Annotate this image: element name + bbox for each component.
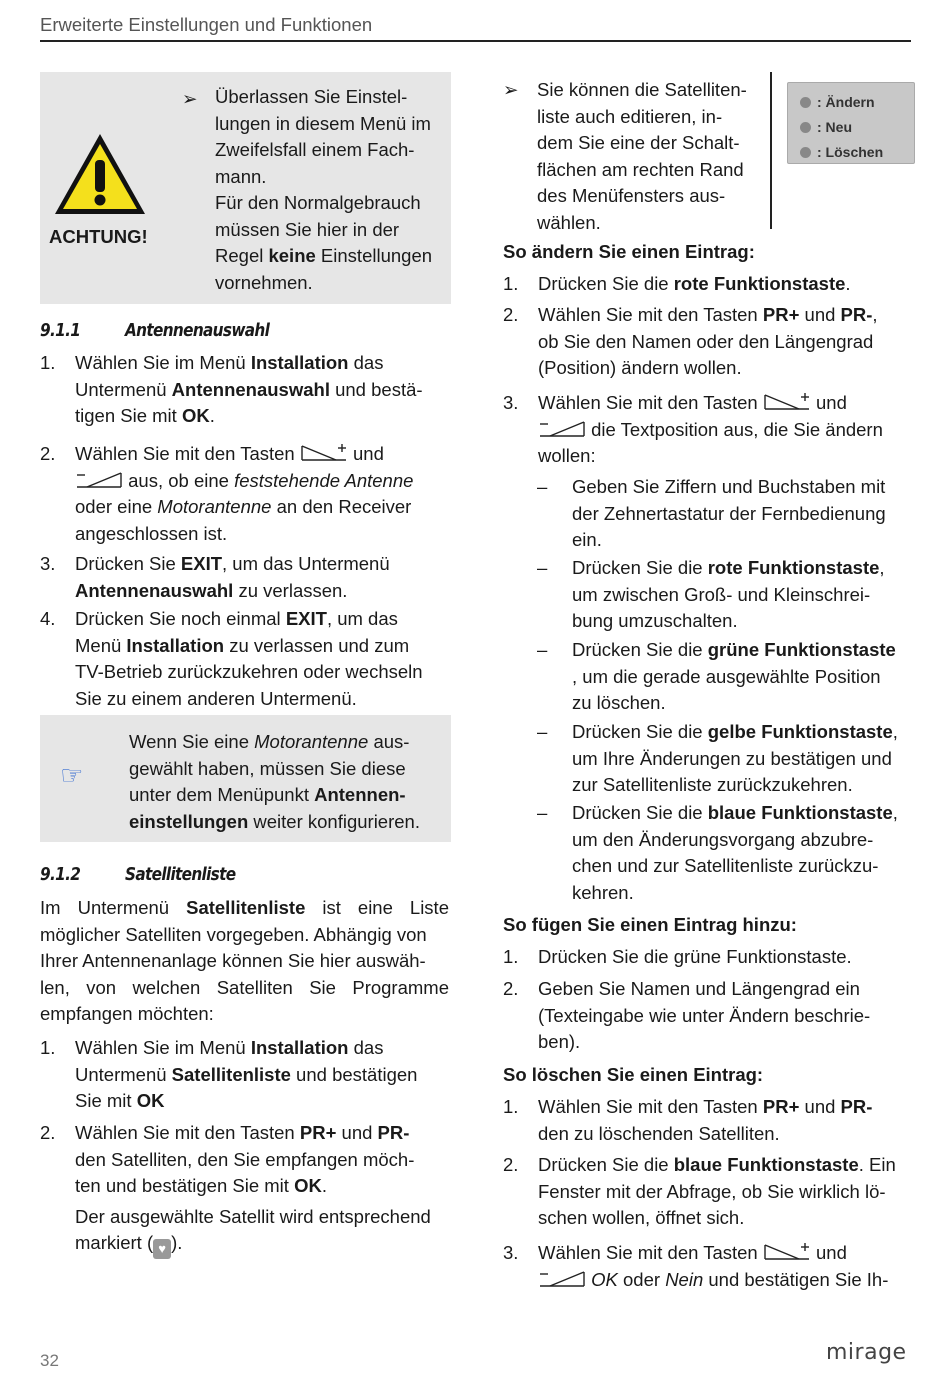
- blue-dot-icon: [800, 147, 811, 158]
- text-line: Geben Sie Ziffern und Buchstaben mit: [572, 476, 886, 497]
- list-item: [40, 441, 460, 547]
- text-line: [538, 302, 923, 329]
- text-run: Wählen Sie mit den Tasten: [538, 1242, 758, 1263]
- page-header: [40, 12, 911, 42]
- text-line: [75, 578, 460, 605]
- text-line: mann.: [215, 165, 267, 187]
- text-bold: Installation: [126, 634, 225, 656]
- text-run: eine: [357, 897, 393, 918]
- subheading-add: So fügen Sie einen Eintrag hinzu:: [503, 914, 797, 935]
- text-line: Sie können die Satelliten-: [537, 79, 747, 100]
- text-bold: PR-: [840, 304, 873, 325]
- text-line: [129, 729, 439, 756]
- text-run: Wählen Sie im Menü: [75, 352, 251, 373]
- text-run: , um das Untermenü: [222, 553, 390, 574]
- text-line: Der ausgewählte Satellit wird entsprechend: [75, 1205, 431, 1227]
- page-number: 32: [40, 1351, 59, 1370]
- text-run: welchen: [132, 976, 201, 998]
- text-run: und bestä-: [329, 378, 423, 400]
- text-bold: Antennen-: [314, 784, 406, 805]
- dash-item: [537, 800, 917, 906]
- text-line: (Position) ändern wollen.: [538, 357, 742, 378]
- dash-item: [537, 719, 917, 799]
- subheading-edit: So ändern Sie einen Eintrag:: [503, 241, 755, 262]
- text-bold: OK: [136, 1090, 165, 1111]
- text-line: [40, 895, 449, 922]
- legend-delete: [800, 139, 883, 166]
- legend-label: : Ändern: [817, 94, 875, 110]
- text-line: kehren.: [572, 881, 634, 903]
- text-bold: grüne Funktionstaste: [707, 639, 896, 660]
- list-item: [503, 1094, 923, 1147]
- legend-new: [800, 114, 852, 141]
- text-line: Drücken Sie die grüne Funktionstaste.: [538, 946, 852, 967]
- text-run: Wählen Sie mit den Tasten: [75, 443, 295, 464]
- text-run: oder eine: [75, 496, 158, 517]
- text-run: Wählen Sie mit den Tasten: [75, 1122, 300, 1143]
- item-number: 1.: [503, 946, 519, 967]
- text-run: Liste: [409, 897, 449, 918]
- text-bold: Antennenauswahl: [171, 378, 330, 400]
- text-line: [572, 555, 917, 582]
- text-run: Wählen Sie im Menü: [75, 1037, 251, 1058]
- text-line: empfangen möchten:: [40, 1003, 214, 1024]
- text-line: zu löschen.: [572, 692, 666, 713]
- pr-plus-key-icon: [763, 1242, 811, 1262]
- legend-change: [800, 89, 875, 116]
- list-item: [503, 302, 923, 382]
- text-run: Drücken Sie noch einmal: [75, 608, 286, 629]
- list-item: [40, 1120, 460, 1259]
- text-run: Wählen Sie mit den Tasten: [538, 1096, 763, 1117]
- text-bold: PR+: [299, 1122, 337, 1143]
- text-line: Fenster mit der Abfrage, ob Sie wirklich lö-: [538, 1180, 886, 1202]
- text-run: len,: [40, 976, 70, 998]
- text-line: Ihrer Antennenanlage können Sie hier auswäh-: [40, 950, 426, 971]
- list-item: [40, 551, 460, 604]
- arrow-bullet-icon: ➢: [503, 79, 519, 100]
- item-number: 2.: [40, 1122, 56, 1143]
- item-number: 2.: [503, 1154, 519, 1175]
- text-run: und bestätigen: [290, 1063, 418, 1085]
- text-run: die Textposition aus, die Sie ändern: [591, 418, 883, 440]
- text-line: angeschlossen ist.: [75, 522, 228, 544]
- text-run: .: [845, 273, 851, 294]
- text-line: chen und zur Satellitenliste zurückzu-: [572, 855, 879, 876]
- button-legend: [787, 82, 915, 164]
- text-line: [538, 1152, 923, 1179]
- text-line: bung umzuschalten.: [572, 610, 738, 631]
- section-heading-911: [40, 318, 397, 345]
- text-line: [75, 1035, 460, 1062]
- text-run: zu verlassen.: [233, 579, 348, 601]
- text-line: , um die gerade ausgewählte Position: [572, 665, 881, 687]
- text-bold: PR-: [840, 1096, 873, 1117]
- text-line: [538, 1267, 923, 1294]
- dash-bullet: –: [537, 639, 548, 660]
- dash-bullet: –: [537, 476, 548, 497]
- text-line: [75, 1062, 460, 1089]
- warning-label: ACHTUNG!: [49, 226, 148, 247]
- paragraph: [40, 895, 449, 1028]
- text-run: das: [348, 352, 384, 373]
- text-line: um zwischen Groß- und Kleinschrei-: [572, 583, 871, 605]
- list-item: [40, 1035, 460, 1115]
- text-line: [129, 809, 439, 836]
- list-item: [503, 1152, 923, 1232]
- green-dot-icon: [800, 122, 811, 133]
- pr-plus-key-icon: [763, 392, 811, 412]
- text-line: [75, 1088, 460, 1115]
- pr-minus-key-icon: [538, 419, 586, 439]
- text-run: Wenn Sie eine: [129, 731, 255, 752]
- text-line: [75, 1173, 460, 1200]
- text-run: , um das: [326, 608, 398, 629]
- text-run: und bestätigen Sie Ih-: [703, 1268, 889, 1290]
- text-bold: rote Funktionstaste: [707, 557, 880, 578]
- text-bold: einstellungen: [129, 810, 249, 832]
- list-item: [503, 271, 923, 298]
- item-number: 3.: [40, 553, 56, 574]
- legend-label: : Löschen: [817, 144, 884, 160]
- text-run: Drücken Sie die: [538, 273, 674, 294]
- warning-box: [40, 72, 451, 304]
- text-run: Untermenü: [75, 1063, 172, 1085]
- legend-label: : Neu: [817, 119, 852, 135]
- text-line: [75, 606, 460, 633]
- text-run: aus-: [368, 731, 410, 752]
- text-line: wollen:: [538, 445, 596, 466]
- text-bold: PR+: [762, 1096, 800, 1117]
- pr-plus-key-icon: [300, 443, 348, 463]
- text-italic: Motorantenne: [157, 496, 272, 517]
- text-run: und: [799, 1096, 841, 1117]
- text-line: [538, 417, 923, 444]
- brand-logo: [826, 1340, 912, 1366]
- text-line: [572, 719, 917, 746]
- text-run: Drücken Sie die: [538, 1154, 674, 1175]
- subheading-delete: So löschen Sie einen Eintrag:: [503, 1064, 764, 1085]
- dash-item: [537, 555, 917, 635]
- text-line: den Satelliten, den Sie empfangen möch-: [75, 1148, 415, 1170]
- text-line: [538, 1094, 923, 1121]
- text-bold: OK: [181, 405, 210, 426]
- text-line: [538, 390, 923, 417]
- text-run: . Ein: [858, 1154, 896, 1175]
- text-run: und: [353, 443, 384, 464]
- text-line: [129, 782, 439, 809]
- text-line: wählen.: [537, 211, 601, 233]
- item-number: 1.: [40, 1037, 56, 1058]
- text-line: (Texteingabe wie unter Ändern beschrie-: [538, 1004, 871, 1026]
- text-line: TV-Betrieb zurückzukehren oder wechseln: [75, 661, 423, 682]
- text-line: des Menüfensters aus-: [537, 185, 726, 206]
- text-run: ist: [322, 897, 341, 918]
- item-number: 3.: [503, 392, 519, 413]
- text-line: [75, 441, 460, 468]
- text-line: der Zehnertastatur der Fernbedienung: [572, 502, 886, 524]
- text-line: [538, 1240, 923, 1267]
- text-run: Drücken Sie die: [572, 802, 708, 823]
- text-line: den zu löschenden Satelliten.: [538, 1122, 780, 1144]
- dash-bullet: –: [537, 721, 548, 742]
- text-run: Im: [40, 897, 61, 918]
- intro-text: [537, 77, 767, 236]
- text-bold: keine: [268, 245, 316, 266]
- text-line: möglicher Satelliten vorgegeben. Abhängig von: [40, 923, 427, 945]
- text-run: ,: [892, 721, 898, 742]
- item-number: 1.: [503, 1096, 519, 1117]
- text-line: [75, 377, 460, 404]
- text-run: Drücken Sie die: [572, 639, 708, 660]
- text-line: gewählt haben, müssen Sie diese: [129, 757, 406, 779]
- text-line: [572, 637, 917, 664]
- text-run: .: [209, 405, 215, 426]
- text-run: und: [799, 304, 841, 325]
- text-run: tigen Sie mit: [75, 405, 182, 426]
- text-run: Drücken Sie die: [572, 721, 708, 742]
- item-number: 2.: [503, 978, 519, 999]
- list-item: [503, 944, 923, 971]
- text-run: oder: [617, 1268, 666, 1290]
- text-italic: feststehende Antenne: [234, 469, 414, 491]
- text-bold: PR+: [762, 304, 800, 325]
- text-bold: Satellitenliste: [186, 897, 306, 918]
- text-run: Drücken Sie die: [572, 557, 708, 578]
- text-bold: PR-: [377, 1122, 410, 1143]
- text-run: ,: [879, 557, 885, 578]
- text-run: Untermenü: [75, 378, 172, 400]
- text-run: ).: [171, 1232, 183, 1253]
- text-italic: OK: [591, 1268, 618, 1290]
- section-number: 9.1.1: [40, 320, 81, 341]
- item-number: 2.: [40, 443, 56, 464]
- text-line: ben).: [538, 1031, 581, 1052]
- text-run: markiert (: [75, 1232, 154, 1253]
- text-run: unter dem Menüpunkt: [129, 784, 315, 805]
- text-line: vornehmen.: [215, 271, 313, 293]
- text-run: von: [86, 976, 117, 998]
- section-title: Satellitenliste: [125, 864, 236, 885]
- text-bold: EXIT: [285, 608, 327, 629]
- text-run: Programme: [352, 976, 449, 998]
- warning-icon: [52, 130, 148, 218]
- header-title: Erweiterte Einstellungen und Funktionen: [40, 14, 373, 35]
- note-box: [40, 715, 451, 842]
- text-run: weiter konfigurieren.: [248, 810, 420, 832]
- text-line: [75, 1120, 460, 1147]
- text-run: und: [816, 1242, 847, 1263]
- list-item: [503, 390, 923, 470]
- text-line: [572, 800, 917, 827]
- dash-item: [537, 474, 917, 554]
- text-run: Satelliten: [216, 976, 293, 998]
- text-line: schen wollen, öffnet sich.: [538, 1207, 745, 1228]
- pr-minus-key-icon: [75, 470, 123, 490]
- text-line: [215, 243, 450, 270]
- text-line: dem Sie eine der Schalt-: [537, 132, 740, 153]
- text-italic: Nein: [665, 1268, 704, 1290]
- text-line: [75, 350, 460, 377]
- item-number: 1.: [40, 352, 56, 373]
- text-line: flächen am rechten Rand: [537, 158, 744, 180]
- text-run: an den Receiver: [271, 496, 412, 517]
- text-run: ,: [892, 802, 898, 823]
- text-line: müssen Sie hier in der: [215, 218, 400, 240]
- text-line: [75, 633, 460, 660]
- text-run: Menü: [75, 634, 127, 656]
- text-run: Wählen Sie mit den Tasten: [538, 392, 758, 413]
- text-run: ,: [872, 304, 878, 325]
- item-number: 3.: [503, 1242, 519, 1263]
- dash-bullet: –: [537, 802, 548, 823]
- text-bold: Installation: [250, 1037, 349, 1058]
- text-line: Geben Sie Namen und Längengrad ein: [538, 978, 860, 999]
- section-title: Antennenauswahl: [125, 320, 270, 341]
- text-run: Sie: [309, 976, 336, 998]
- text-line: um Ihre Änderungen zu bestätigen und: [572, 747, 892, 769]
- text-run: Wählen Sie mit den Tasten: [538, 304, 763, 325]
- text-line: Zweifelsfall einem Fach-: [215, 139, 415, 160]
- text-bold: Satellitenliste: [171, 1063, 291, 1085]
- text-bold: gelbe Funktionstaste: [707, 721, 893, 742]
- text-run: aus, ob eine: [128, 469, 235, 491]
- dash-item: [537, 637, 917, 717]
- dash-bullet: –: [537, 557, 548, 578]
- list-item: [503, 1240, 923, 1293]
- list-item: [40, 606, 460, 712]
- text-bold: Antennenauswahl: [75, 579, 234, 601]
- section-heading-912: [40, 862, 397, 889]
- warning-text: [215, 84, 450, 296]
- text-line: ein.: [572, 529, 602, 550]
- section-number: 9.1.2: [40, 864, 81, 885]
- text-line: Überlassen Sie Einstel-: [215, 86, 408, 107]
- heart-marker-icon: ♥: [153, 1239, 171, 1259]
- item-number: 1.: [503, 273, 519, 294]
- text-run: Untermenü: [77, 897, 170, 918]
- text-bold: blaue Funktionstaste: [673, 1154, 859, 1175]
- text-line: Sie zu einem anderen Untermenü.: [75, 687, 357, 709]
- text-run: zu verlassen und zum: [224, 634, 410, 656]
- text-line: liste auch editieren, in-: [537, 105, 723, 127]
- text-run: Einstellungen: [315, 245, 433, 266]
- brand-name: mirage: [826, 1340, 907, 1365]
- text-bold: blaue Funktionstaste: [707, 802, 893, 823]
- text-line: [40, 975, 449, 1002]
- text-run: das: [348, 1037, 384, 1058]
- text-line: um den Änderungsvorgang abzubre-: [572, 828, 874, 850]
- item-number: 4.: [40, 608, 56, 629]
- text-run: ten und bestätigen Sie mit: [75, 1175, 295, 1196]
- item-number: 2.: [503, 304, 519, 325]
- text-line: ob Sie den Namen oder den Längengrad: [538, 330, 874, 352]
- text-bold: EXIT: [180, 553, 223, 574]
- text-line: Für den Normalgebrauch: [215, 192, 421, 213]
- text-bold: rote Funktionstaste: [673, 273, 846, 294]
- red-dot-icon: [800, 97, 811, 108]
- text-run: Sie mit: [75, 1090, 137, 1111]
- pointing-hand-icon: ☞: [60, 761, 84, 791]
- text-line: [75, 551, 460, 578]
- text-line: zur Satellitenliste zurückzukehren.: [572, 774, 853, 795]
- text-run: .: [321, 1175, 327, 1196]
- text-run: und: [816, 392, 847, 413]
- text-line: [75, 403, 460, 430]
- text-italic: Motorantenne: [254, 731, 369, 752]
- text-line: lungen in diesem Menü im: [215, 112, 431, 134]
- text-run: und: [336, 1122, 378, 1143]
- list-item: [40, 350, 460, 430]
- text-bold: Installation: [250, 352, 349, 373]
- text-run: Drücken Sie: [75, 553, 181, 574]
- pr-minus-key-icon: [538, 1269, 586, 1289]
- text-line: [75, 494, 460, 521]
- text-run: Regel: [215, 245, 269, 266]
- text-bold: OK: [294, 1175, 322, 1196]
- arrow-bullet-icon: ➢: [182, 88, 198, 109]
- divider: [770, 72, 772, 229]
- list-item: [503, 976, 923, 1056]
- text-line: [75, 468, 460, 495]
- text-line: [75, 1230, 460, 1259]
